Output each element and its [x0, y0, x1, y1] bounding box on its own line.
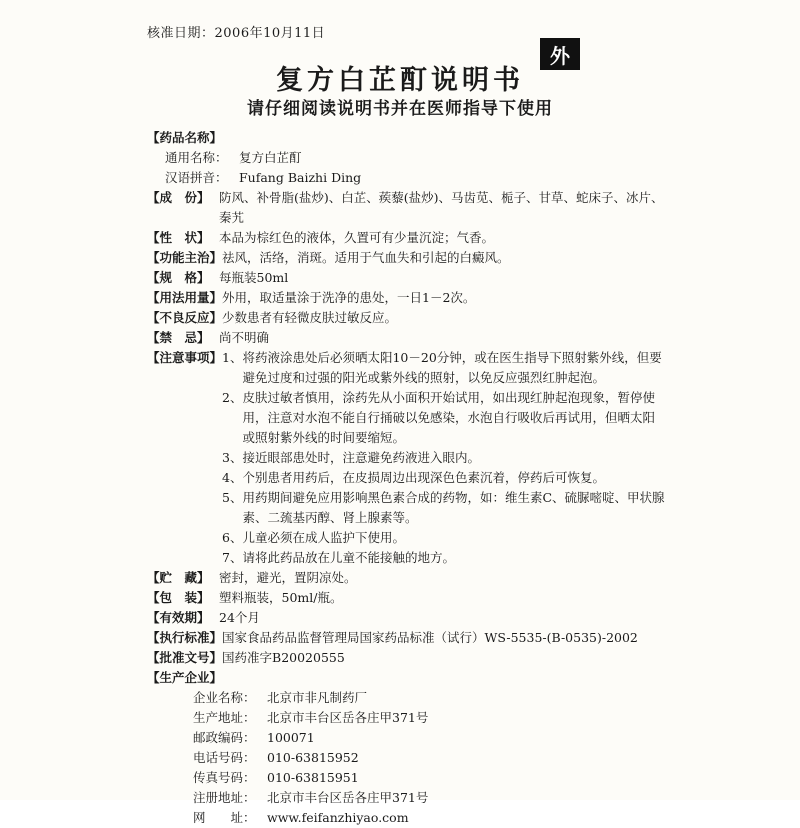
- section-standard: [147, 628, 667, 648]
- validity-value: 24个月: [219, 610, 260, 625]
- page-subtitle: 请仔细阅读说明书并在医师指导下使用: [247, 99, 553, 119]
- note-number: 7、: [222, 550, 243, 565]
- section-approval-number: [147, 648, 667, 668]
- adverse-value: 少数患者有轻微皮肤过敏反应。: [222, 310, 398, 325]
- pinyin-value: Fufang Baizhi Ding: [239, 170, 362, 185]
- note-text: 用药期间避免应用影响黑色素合成的药物，如：维生素C、硫脲嘧啶、甲状腺素、二巯基丙醇、肾上腺素等。: [242, 490, 665, 525]
- section-adverse: [147, 308, 667, 328]
- postal-code-row: [175, 728, 667, 748]
- fax-row: [175, 768, 667, 788]
- note-number: 2、: [222, 390, 243, 405]
- company-field-label: 传真号码：: [193, 770, 256, 785]
- pinyin-row: [147, 168, 667, 188]
- section-contraindications: [147, 328, 667, 348]
- company-field-value: 010-63815951: [267, 770, 359, 785]
- manufacturer-label: 【生产企业】: [147, 670, 223, 685]
- section-character: [147, 228, 667, 248]
- note-number: 5、: [222, 490, 243, 505]
- company-field-value: 010-63815952: [267, 750, 359, 765]
- indications-value: 祛风，活络，消斑。适用于气血失和引起的白癜风。: [222, 250, 510, 265]
- validity-label: 【有效期】: [147, 610, 210, 625]
- section-manufacturer: [147, 668, 667, 688]
- generic-name-row: [147, 148, 667, 168]
- section-drug-name: [147, 128, 667, 148]
- composition-value: 防风、补骨脂(盐炒)、白芷、蒺藜(盐炒)、马齿苋、栀子、甘草、蛇床子、冰片、秦艽: [219, 190, 664, 225]
- company-field-value: 北京市非凡制药厂: [267, 690, 368, 705]
- contraindications-value: 尚不明确: [219, 330, 270, 345]
- pinyin-label: 汉语拼音：: [165, 170, 228, 185]
- page-title: 复方白芷酊说明书: [276, 65, 524, 96]
- website-row: [175, 808, 667, 828]
- specification-value: 每瓶装50ml: [219, 270, 289, 285]
- section-packaging: [147, 588, 667, 608]
- note-text: 皮肤过敏者慎用，涂药先从小面积开始试用，如出现红肿起泡现象，暂停使用，注意对水泡不能自行捅破以免感染，水泡自行吸收后再试用，但晒太阳或照射紫外线的时间要缩短。: [242, 390, 655, 445]
- approval-number-label: 【批准文号】: [147, 650, 223, 665]
- generic-name-value: 复方白芷酊: [239, 150, 302, 165]
- company-field-value: 北京市丰台区岳各庄甲371号: [267, 710, 429, 725]
- note-text: 请将此药品放在儿童不能接触的地方。: [242, 550, 455, 565]
- production-address-row: [175, 708, 667, 728]
- note-number: 4、: [222, 470, 243, 485]
- section-validity: [147, 608, 667, 628]
- packaging-label: 【包 装】: [147, 590, 210, 605]
- contraindications-label: 【禁 忌】: [147, 330, 210, 345]
- note-text: 儿童必须在成人监护下使用。: [242, 530, 405, 545]
- company-field-label: 注册地址：: [193, 790, 256, 805]
- section-composition: [147, 188, 667, 228]
- registered-address-row: [175, 788, 667, 808]
- character-label: 【性 状】: [147, 230, 210, 245]
- manufacturer-details: [147, 688, 667, 828]
- usage-value: 外用，取适量涂于洗净的患处，一日1－2次。: [222, 290, 476, 305]
- list-item: [222, 348, 667, 388]
- external-use-badge: 外: [540, 38, 580, 70]
- adverse-label: 【不良反应】: [147, 310, 223, 325]
- note-number: 6、: [222, 530, 243, 545]
- company-name-row: [175, 688, 667, 708]
- generic-name-label: 通用名称：: [165, 150, 228, 165]
- company-field-value: 100071: [267, 730, 315, 745]
- approval-date: 核准日期：2006年10月11日: [147, 26, 326, 41]
- precautions-label: 【注意事项】: [147, 350, 223, 365]
- section-indications: [147, 248, 667, 268]
- note-text: 接近眼部患处时，注意避免药液进入眼内。: [242, 450, 480, 465]
- section-storage: [147, 568, 667, 588]
- company-field-label: 企业名称：: [193, 690, 256, 705]
- note-number: 3、: [222, 450, 243, 465]
- list-item: [222, 468, 667, 488]
- precautions-list: [222, 348, 667, 568]
- section-usage: [147, 288, 667, 308]
- website-value: www.feifanzhiyao.com: [267, 810, 409, 825]
- note-number: 1、: [222, 350, 243, 365]
- storage-value: 密封，避光，置阴凉处。: [219, 570, 357, 585]
- company-field-label: 电话号码：: [193, 750, 256, 765]
- composition-label: 【成 份】: [147, 190, 210, 205]
- packaging-value: 塑料瓶装，50ml/瓶。: [219, 590, 343, 605]
- indications-label: 【功能主治】: [147, 250, 223, 265]
- list-item: [222, 388, 667, 448]
- note-text: 个别患者用药后，在皮损周边出现深色色素沉着，停药后可恢复。: [242, 470, 605, 485]
- list-item: [222, 548, 667, 568]
- list-item: [222, 448, 667, 468]
- company-field-label: 生产地址：: [193, 710, 256, 725]
- company-field-label: 网 址：: [193, 810, 256, 825]
- list-item: [222, 488, 667, 528]
- usage-label: 【用法用量】: [147, 290, 223, 305]
- character-value: 本品为棕红色的液体，久置可有少量沉淀；气香。: [219, 230, 495, 245]
- company-field-label: 邮政编码：: [193, 730, 256, 745]
- company-field-value: 北京市丰台区岳各庄甲371号: [267, 790, 429, 805]
- approval-number-value: 国药准字B20020555: [222, 650, 345, 665]
- list-item: [222, 528, 667, 548]
- standard-label: 【执行标准】: [147, 630, 223, 645]
- section-specification: [147, 268, 667, 288]
- standard-value: 国家食品药品监督管理局国家药品标准（试行）WS-5535-(B-0535)-2002: [222, 630, 638, 645]
- section-precautions: [147, 348, 667, 568]
- drug-name-label: 【药品名称】: [147, 130, 223, 145]
- storage-label: 【贮 藏】: [147, 570, 210, 585]
- specification-label: 【规 格】: [147, 270, 210, 285]
- note-text: 将药液涂患处后必须晒太阳10－20分钟，或在医生指导下照射紫外线，但要避免过度和过强的阳光或紫外线的照射，以免反应强烈红肿起泡。: [242, 350, 662, 385]
- phone-row: [175, 748, 667, 768]
- instruction-body: [147, 128, 667, 828]
